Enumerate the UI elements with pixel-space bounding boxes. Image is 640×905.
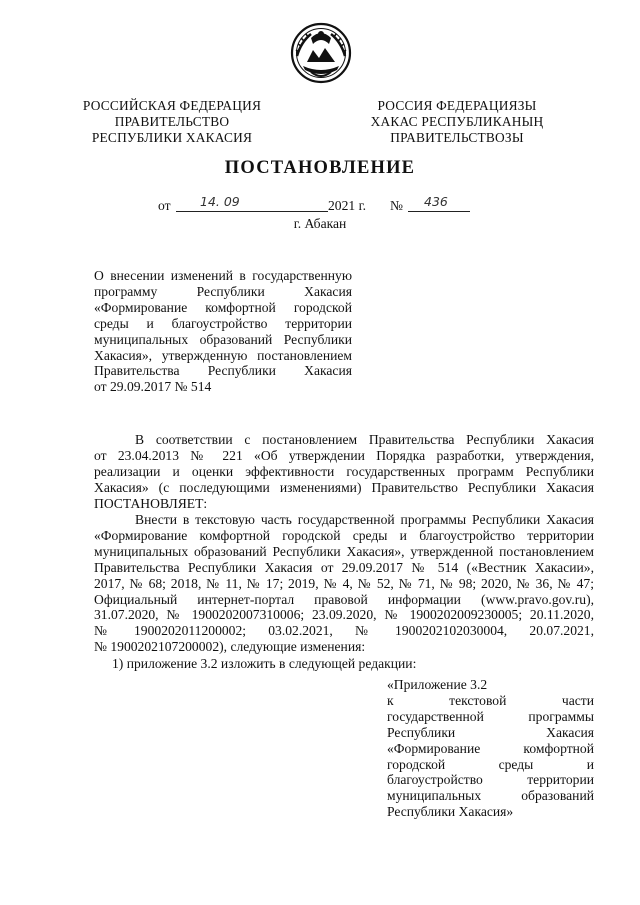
date-prefix: от (158, 198, 171, 213)
subject-line: Правительства Республики Хакасия (94, 363, 352, 379)
main-line: Внести в текстовую часть государственной программы Республики Хакасия (135, 512, 594, 527)
subject-line: «Формирование комфортной городской (94, 299, 352, 315)
main-line: № 1900202011200002; 03.02.2021, № 1900202102030004, 20.07.2021, (94, 623, 594, 639)
header-left-line-3: РЕСПУБЛИКИ ХАКАСИЯ (91, 130, 253, 145)
preamble-line: В соответствии с постановлением Правительства Республики Хакасия (135, 432, 594, 447)
subject-line: программу Республики Хакасия (94, 283, 352, 299)
main-line: № 1900202107200002), следующие изменения: (94, 639, 366, 655)
number-underline (408, 194, 470, 212)
date-handwritten: 14. 09 (200, 194, 240, 209)
subject-line: О внесении изменений в государственную (94, 268, 352, 283)
appendix-line: Республики Хакасия (387, 724, 594, 740)
header-right (352, 98, 562, 146)
appendix-line: «Приложение 3.2 (387, 677, 488, 692)
preamble-paragraph (94, 432, 594, 512)
header-left-line-2: ПРАВИТЕЛЬСТВО (114, 114, 230, 129)
item-1-text: 1) приложение 3.2 изложить в следующей редакции: (112, 656, 417, 671)
main-line: муниципальных образований Республики Хакасия», утвержденной постановлением (94, 543, 594, 559)
main-line: «Формирование комфортной городской среды и благоустройство территории (94, 527, 594, 543)
main-line: Правительства Республики Хакасия от 29.09.2017 № 514 («Вестник Хакасии», (94, 559, 594, 575)
preamble-line: от 23.04.2013 № 221 «Об утверждении Порядка разработки, утверждения, (94, 447, 594, 463)
appendix-line: Республики Хакасия» (387, 804, 514, 820)
coat-of-arms-emblem (289, 22, 353, 84)
subject-block (94, 268, 352, 395)
preamble-line: реализации и оценки эффективности государственных программ Республики (94, 463, 594, 479)
subject-line: муниципальных образований Республики (94, 331, 352, 347)
preamble-line: Хакасия» (с последующими изменениями) Правительство Республики Хакасия (94, 479, 594, 495)
year-label: 2021 г. (328, 198, 367, 213)
city-name: г. Абакан (293, 216, 347, 231)
subject-line: от 29.09.2017 № 514 (94, 379, 212, 395)
number-handwritten: 436 (424, 194, 448, 209)
appendix-line: государственной программы (387, 708, 594, 724)
subject-line: Хакасия», утвержденную постановлением (94, 347, 352, 363)
appendix-line: «Формирование комфортной (387, 740, 594, 756)
main-line: 31.07.2020, № 1900202007310006; 23.09.2020, № 1900202009230005; 20.11.2020, (94, 607, 594, 623)
date-underline (176, 194, 328, 212)
header-left-line-1: РОССИЙСКАЯ ФЕДЕРАЦИЯ (82, 98, 262, 113)
appendix-line: благоустройство территории (387, 772, 594, 788)
main-line: 2017, № 68; 2018, № 11, № 17; 2019, № 4, № 52, № 71, № 98; 2020, № 36, № 47; (94, 575, 594, 591)
subject-line: среды и благоустройство территории (94, 315, 352, 331)
header-right-line-2: ХАКАС РЕСПУБЛИКАНЫҢ (370, 114, 544, 129)
main-line: Официальный интернет-портал правовой информации (www.pravo.gov.ru), (94, 591, 594, 607)
header-right-line-1: РОССИЯ ФЕДЕРАЦИЯЗЫ (377, 98, 537, 113)
preamble-line: ПОСТАНОВЛЯЕТ: (94, 495, 208, 511)
appendix-line: муниципальных образований (387, 788, 594, 804)
header-right-line-3: ПРАВИТЕЛЬСТВОЗЫ (390, 130, 524, 145)
appendix-block (387, 677, 594, 820)
number-sign: № (390, 198, 403, 213)
header-left (72, 98, 272, 146)
item-1 (94, 656, 594, 672)
main-paragraph (94, 512, 594, 655)
document-title: ПОСТАНОВЛЕНИЕ (224, 158, 416, 178)
appendix-line: к текстовой части (387, 692, 594, 708)
appendix-line: городской среды и (387, 756, 594, 772)
